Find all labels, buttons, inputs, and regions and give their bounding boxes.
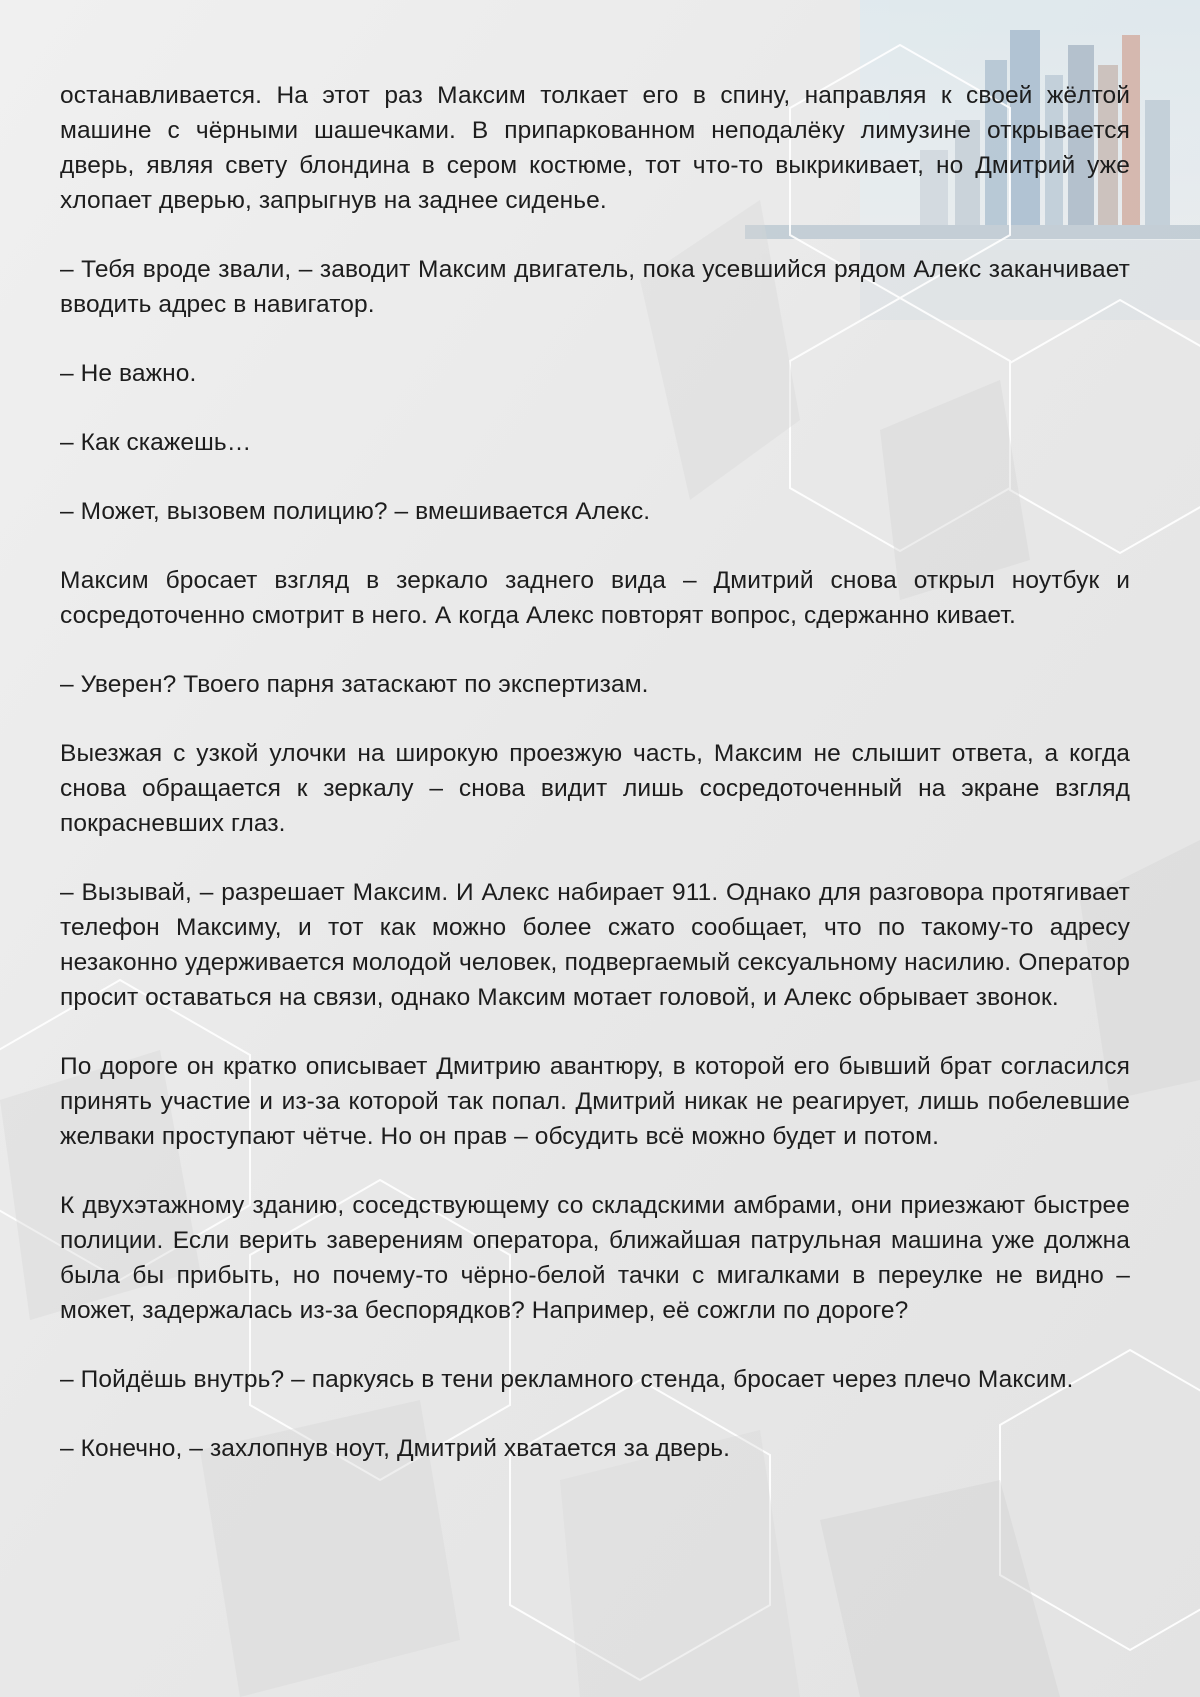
paragraph: – Может, вызовем полицию? – вмешивается Алекс.	[60, 498, 651, 525]
document-body	[60, 78, 1130, 1500]
paragraph: Максим бросает взгляд в зеркало заднего вида – Дмитрий снова открыл ноутбук и сосредоточенно смотрит в него. А когда Алекс повторят вопрос, сдержанно кивает.	[60, 567, 1130, 629]
paragraph: – Вызывай, – разрешает Максим. И Алекс набирает 911. Однако для разговора протягивает телефон Максиму, и тот как можно более сжато сообщает, что по такому-то адресу незаконно удерживается молодой человек, подвергаемый сексуальному насилию. Оператор просит оставаться на связи, однако Максим мотает головой, и Алекс обрывает звонок.	[60, 879, 1130, 1011]
paragraph: По дороге он кратко описывает Дмитрию авантюру, в которой его бывший брат согласился принять участие и из-за которой так попал. Дмитрий никак не реагирует, лишь побелевшие желваки проступают чётче. Но он прав – обсудить всё можно будет и потом.	[60, 1053, 1130, 1150]
paragraph: – Пойдёшь внутрь? – паркуясь в тени рекламного стенда, бросает через плечо Максим.	[60, 1366, 1074, 1393]
paragraph: К двухэтажному зданию, соседствующему со складскими амбрами, они приезжают быстрее полиции. Если верить заверениям оператора, ближайшая патрульная машина уже должна была бы прибыть, но почему-то чёрно-белой тачки с мигалками в переулке не видно – может, задержалась из-за беспорядков? Например, её сожгли по дороге?	[60, 1192, 1130, 1324]
paragraph: – Тебя вроде звали, – заводит Максим двигатель, пока усевшийся рядом Алекс заканчивает вводить адрес в навигатор.	[60, 256, 1130, 318]
paragraph: останавливается. На этот раз Максим толкает его в спину, направляя к своей жёлтой машине с чёрными шашечками. В припаркованном неподалёку лимузине открывается дверь, являя свету блондина в сером костюме, тот что-то выкрикивает, но Дмитрий уже хлопает дверью, запрыгнув на заднее сиденье.	[60, 82, 1130, 214]
paragraph: – Не важно.	[60, 360, 197, 387]
paragraph: – Конечно, – захлопнув ноут, Дмитрий хватается за дверь.	[60, 1435, 731, 1462]
paragraph: Выезжая с узкой улочки на широкую проезжую часть, Максим не слышит ответа, а когда снова обращается к зеркалу – снова видит лишь сосредоточенный на экране взгляд покрасневших глаз.	[60, 740, 1130, 837]
paragraph: – Уверен? Твоего парня затаскают по экспертизам.	[60, 671, 649, 698]
paragraph: – Как скажешь…	[60, 429, 252, 456]
